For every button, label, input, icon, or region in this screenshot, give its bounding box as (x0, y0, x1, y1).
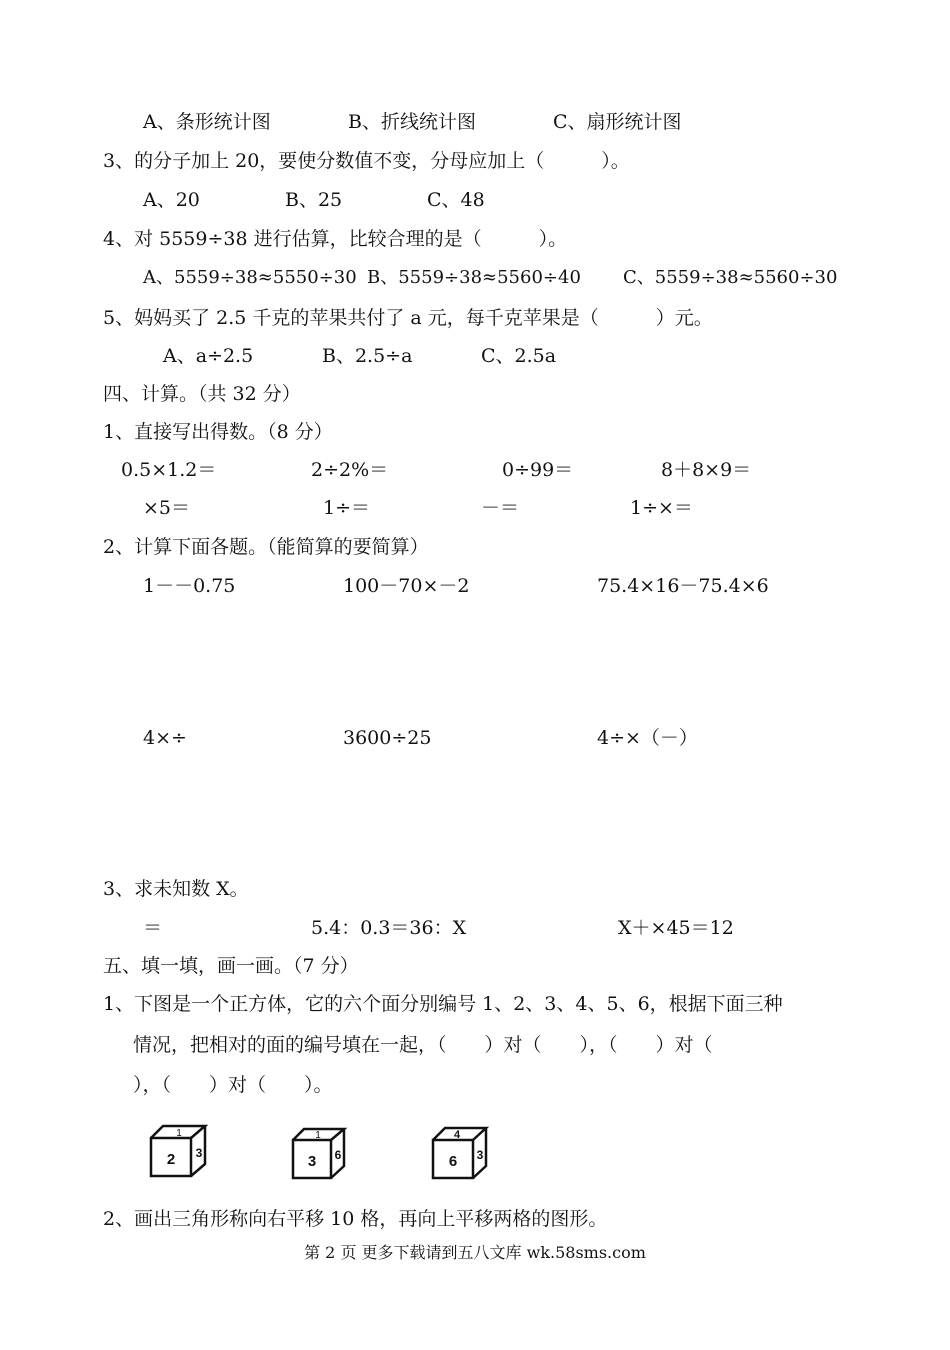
q4-option-b: B、5559÷38≈5560÷40 (367, 267, 581, 288)
cube-face-side: 6 (334, 1148, 342, 1162)
calc-item: 4÷×（－） (597, 727, 698, 749)
q3-text: 3、的分子加上 20，要使分数值不变，分母应加上（ ）。 (103, 150, 630, 172)
q2-option-c: C、扇形统计图 (553, 111, 682, 133)
oral-calc-item: －＝ (481, 497, 520, 519)
q5-option-b: B、2.5÷a (322, 345, 413, 367)
q2-option-b: B、折线统计图 (348, 111, 476, 133)
calc-item: 4×÷ (143, 727, 187, 749)
oral-calc-item: 1÷×＝ (630, 497, 693, 519)
section4-p3-title: 3、求未知数 X。 (103, 878, 249, 900)
section4-p2-title: 2、计算下面各题。（能简算的要简算） (103, 536, 429, 558)
oral-calc-item: 0÷99＝ (502, 459, 574, 481)
q3-option-a: A、20 (143, 189, 200, 211)
section5-p2: 2、画出三角形称向右平移 10 格，再向上平移两格的图形。 (103, 1208, 608, 1230)
q3-option-b: B、25 (285, 189, 343, 211)
cube-figure-2 (290, 1126, 348, 1182)
oral-calc-item: 2÷2%＝ (311, 459, 389, 481)
section5-p1-line3: ），（ ）对（ ）。 (133, 1074, 333, 1096)
equation-item: ＝ (143, 917, 163, 939)
equation-item: X＋×45＝12 (618, 917, 734, 939)
q4-option-a: A、5559÷38≈5550÷30 (143, 267, 357, 288)
cube-face-side: 3 (195, 1146, 203, 1160)
oral-calc-item: ×5＝ (143, 497, 191, 519)
section4-p1-title: 1、直接写出得数。（8 分） (103, 421, 333, 443)
calc-item: 3600÷25 (343, 727, 432, 749)
cube-figure-1 (148, 1122, 210, 1180)
cube-face-top: 1 (176, 1128, 182, 1139)
cube-figure-3 (430, 1124, 490, 1182)
q2-option-a: A、条形统计图 (143, 111, 271, 133)
oral-calc-item: 8＋8×9＝ (661, 459, 752, 481)
q4-option-c: C、5559÷38≈5560÷30 (623, 267, 838, 288)
cube-face-top: 1 (315, 1130, 321, 1141)
cube-face-side: 3 (476, 1148, 484, 1162)
cube-face-front: 3 (307, 1153, 317, 1170)
section5-p1-line2: 情况，把相对的面的编号填在一起，（ ）对（ ），（ ）对（ (133, 1034, 713, 1056)
section4-title: 四、计算。（共 32 分） (103, 383, 301, 405)
q5-option-a: A、a÷2.5 (163, 345, 254, 367)
section5-title: 五、填一填，画一画。（7 分） (103, 955, 359, 977)
cube-face-top: 4 (453, 1129, 461, 1141)
cube-face-front: 2 (166, 1151, 176, 1168)
calc-item: 100－70×－2 (343, 575, 470, 597)
calc-item: 1－－0.75 (143, 575, 236, 597)
section5-p1-line1: 1、下图是一个正方体，它的六个面分别编号 1、2、3、4、5、6，根据下面三种 (103, 993, 783, 1015)
page-footer: 第 2 页 更多下载请到五八文库 wk.58sms.com (304, 1243, 646, 1262)
cube-face-front: 6 (448, 1153, 458, 1170)
q3-option-c: C、48 (427, 189, 485, 211)
q4-text: 4、对 5559÷38 进行估算，比较合理的是（ ）。 (103, 228, 568, 250)
oral-calc-item: 0.5×1.2＝ (121, 459, 217, 481)
calc-item: 75.4×16－75.4×6 (597, 575, 769, 597)
oral-calc-item: 1÷＝ (323, 497, 371, 519)
q5-text: 5、妈妈买了 2.5 千克的苹果共付了 a 元，每千克苹果是（ ）元。 (103, 307, 713, 329)
equation-item: 5.4：0.3＝36：X (311, 917, 467, 939)
q5-option-c: C、2.5a (481, 345, 557, 367)
